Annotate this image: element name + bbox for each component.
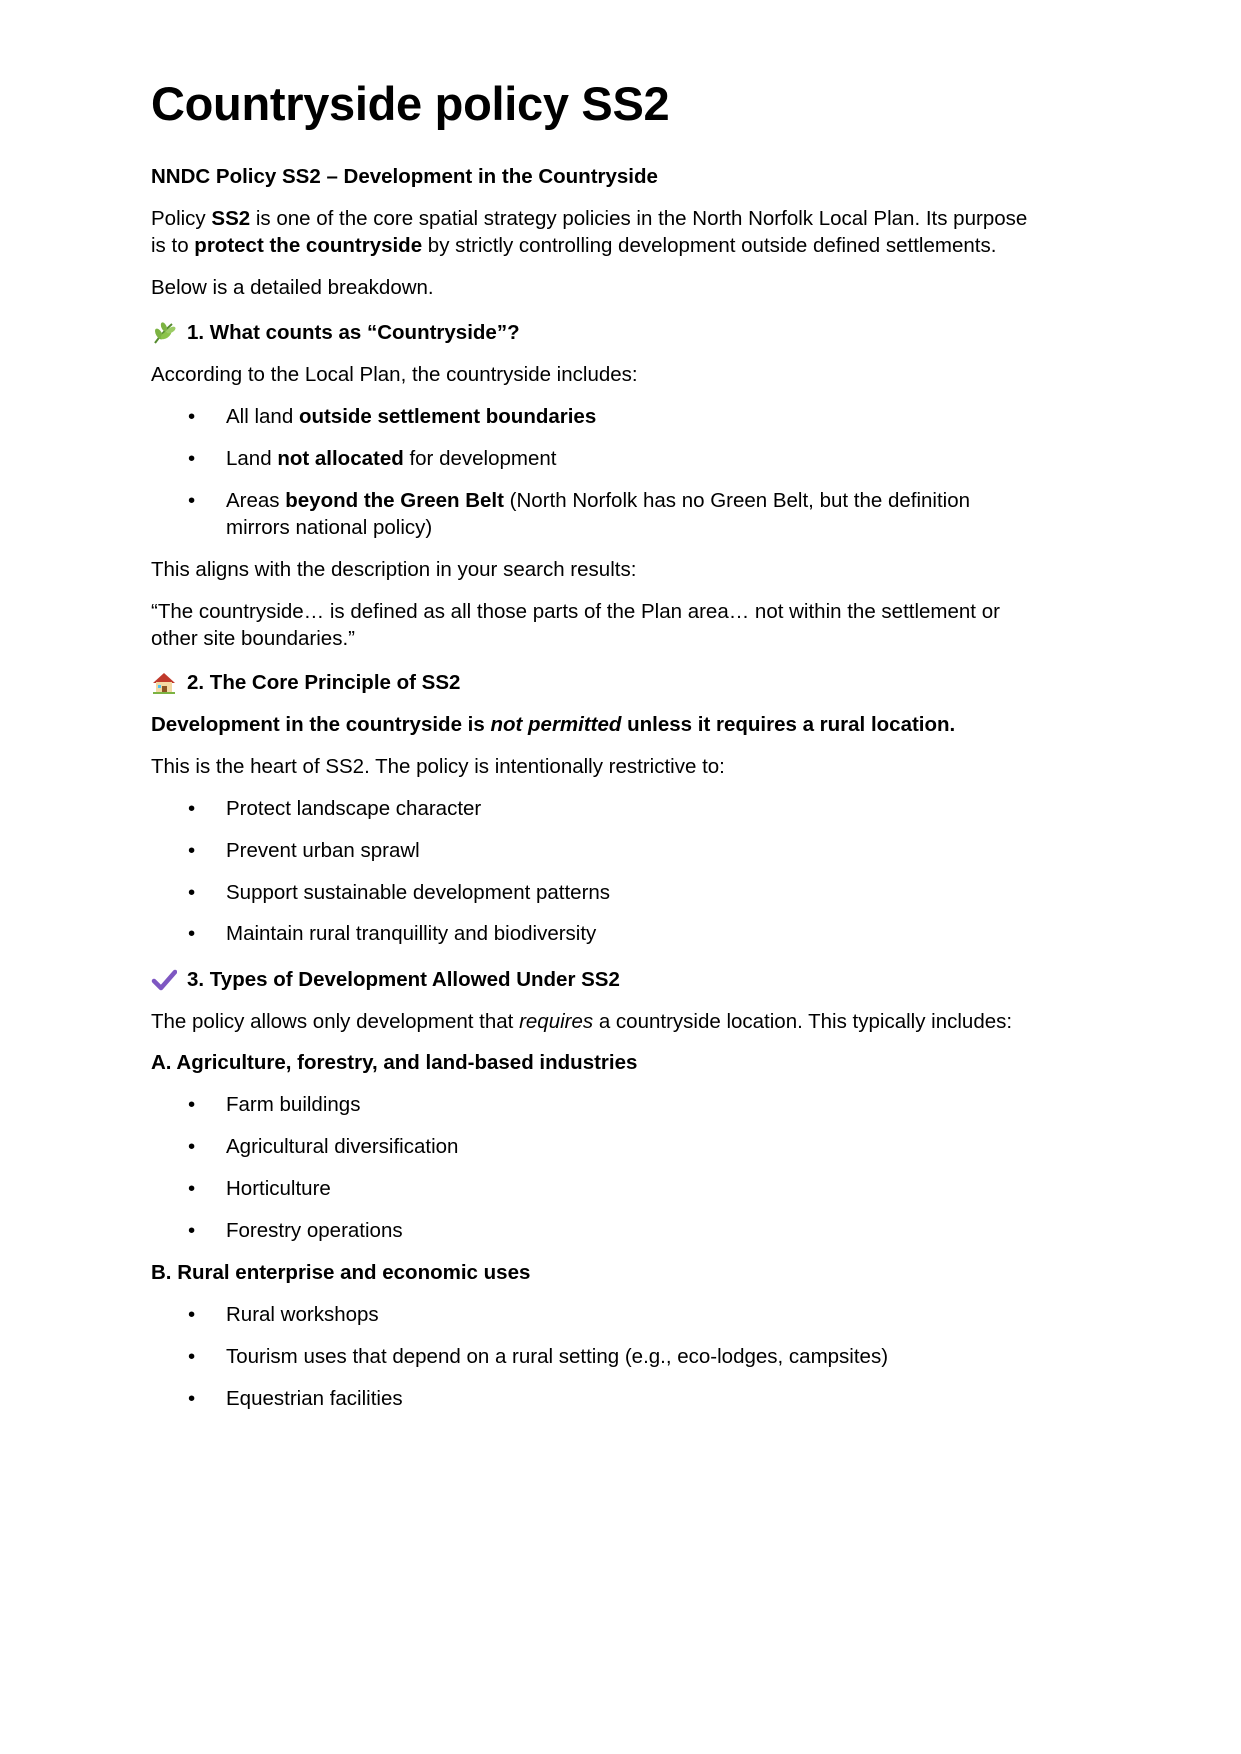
list-item: Prevent urban sprawl xyxy=(226,839,420,862)
section-2-lead: This is the heart of SS2. The policy is intentionally restrictive to: xyxy=(151,755,725,778)
bullet-glyph: • xyxy=(188,1219,196,1242)
group-a-heading: A. Agriculture, forestry, and land-based industries xyxy=(151,1051,638,1074)
section-2-title: 2. The Core Principle of SS2 xyxy=(187,671,461,694)
section-3-heading xyxy=(151,965,620,995)
list-item: Forestry operations xyxy=(226,1219,403,1242)
section-3-lead: The policy allows only development that requires a countryside location. This typically includes: xyxy=(151,1010,1013,1033)
bullet-glyph: • xyxy=(188,1387,196,1410)
group-b-heading: B. Rural enterprise and economic uses xyxy=(151,1261,531,1284)
page-title: Countryside policy SS2 xyxy=(151,77,670,130)
bullet-glyph: • xyxy=(188,881,196,904)
bullet-glyph: • xyxy=(188,405,196,428)
section-2-heading xyxy=(151,668,460,698)
house-icon xyxy=(151,670,177,696)
core-principle-statement: Development in the countryside is not permitted unless it requires a rural location. xyxy=(151,713,956,736)
list-item: All land outside settlement boundaries xyxy=(226,405,597,428)
section-1-title: 1. What counts as “Countryside”? xyxy=(187,321,520,344)
list-item: Support sustainable development patterns xyxy=(226,881,611,904)
bullet-glyph: • xyxy=(188,489,196,512)
list-item: Agricultural diversification xyxy=(226,1135,459,1158)
section-1-heading xyxy=(151,318,520,348)
section-3-title: 3. Types of Development Allowed Under SS2 xyxy=(187,968,620,991)
intro-line-1: Policy SS2 is one of the core spatial strategy policies in the North Norfolk Local Plan. Its purpose xyxy=(151,207,1028,230)
list-item-continuation: mirrors national policy) xyxy=(226,516,433,539)
quote-line-1: “The countryside… is defined as all those parts of the Plan area… not within the settlement or xyxy=(151,600,1000,623)
bullet-glyph: • xyxy=(188,447,196,470)
intro-line-2: is to protect the countryside by strictly controlling development outside defined settlements. xyxy=(151,234,997,257)
section-1-aligns: This aligns with the description in your search results: xyxy=(151,558,637,581)
bullet-glyph: • xyxy=(188,1093,196,1116)
list-item: Areas beyond the Green Belt (North Norfolk has no Green Belt, but the definition xyxy=(226,489,971,512)
bullet-glyph: • xyxy=(188,797,196,820)
bullet-glyph: • xyxy=(188,922,196,945)
bullet-glyph: • xyxy=(188,1303,196,1326)
list-item: Tourism uses that depend on a rural setting (e.g., eco-lodges, campsites) xyxy=(226,1345,889,1368)
bullet-glyph: • xyxy=(188,1345,196,1368)
bullet-glyph: • xyxy=(188,1177,196,1200)
list-item: Land not allocated for development xyxy=(226,447,557,470)
list-item: Horticulture xyxy=(226,1177,331,1200)
list-item: Equestrian facilities xyxy=(226,1387,403,1410)
check-mark-icon xyxy=(151,967,177,993)
bullet-glyph: • xyxy=(188,839,196,862)
list-item: Farm buildings xyxy=(226,1093,361,1116)
breakdown-text: Below is a detailed breakdown. xyxy=(151,276,434,299)
section-1-lead: According to the Local Plan, the countryside includes: xyxy=(151,363,638,386)
list-item: Rural workshops xyxy=(226,1303,379,1326)
list-item: Maintain rural tranquillity and biodiversity xyxy=(226,922,597,945)
document-subtitle: NNDC Policy SS2 – Development in the Countryside xyxy=(151,165,658,188)
quote-line-2: other site boundaries.” xyxy=(151,627,355,650)
list-item: Protect landscape character xyxy=(226,797,482,820)
bullet-glyph: • xyxy=(188,1135,196,1158)
herb-icon xyxy=(151,320,177,346)
